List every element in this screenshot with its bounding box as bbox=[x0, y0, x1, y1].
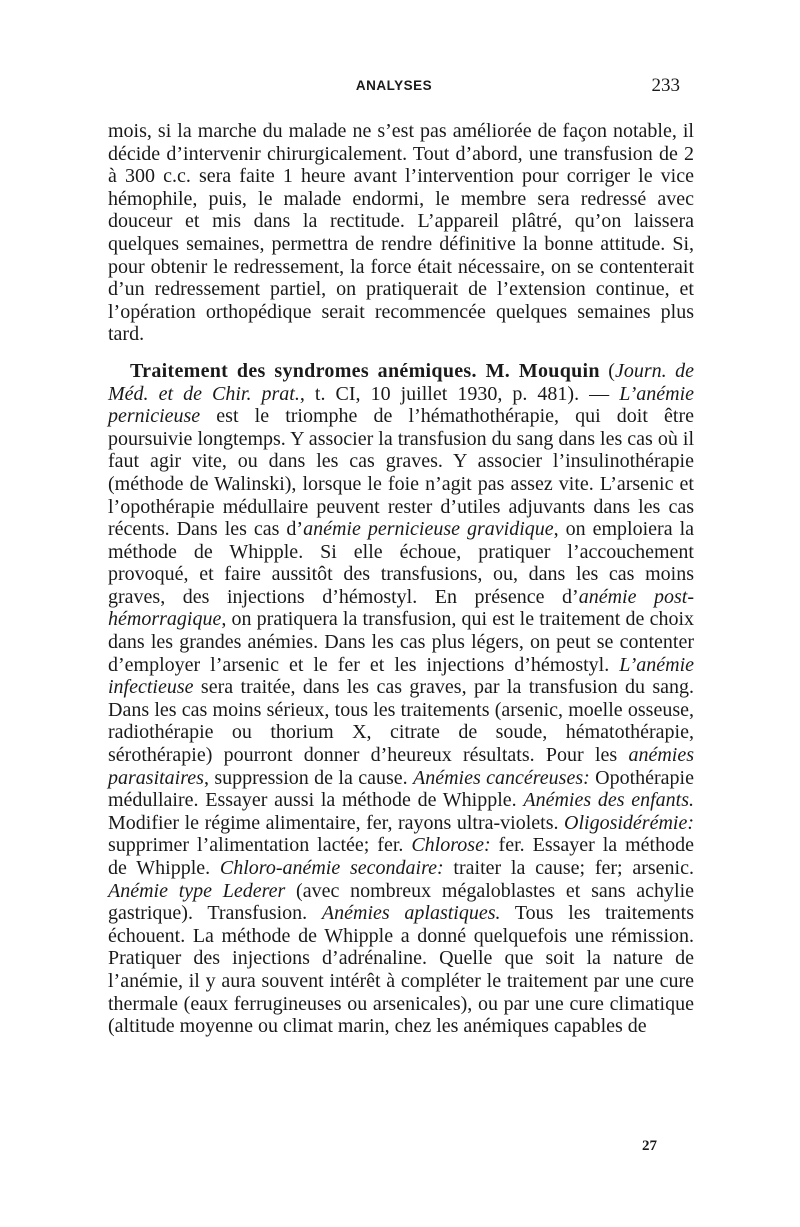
text-run: Opothérapie médullaire. Essayer aussi la méthode de Whipple. bbox=[108, 766, 694, 812]
signature-mark: 27 bbox=[642, 1138, 657, 1154]
page-body bbox=[108, 120, 694, 1038]
italic-run: L’anémie infectieuse bbox=[108, 653, 694, 699]
text-run: , suppression de la cause. bbox=[203, 766, 413, 789]
paragraph-article bbox=[108, 360, 694, 1038]
italic-run: Anémies aplastiques. bbox=[321, 902, 501, 925]
text-run: supprimer l’alimentation lactée; fer. bbox=[108, 834, 412, 857]
text-run: ( bbox=[599, 359, 615, 382]
italic-run: anémie post-hémorragique bbox=[108, 585, 694, 631]
text-run: est le triomphe de l’hémathothérapie, qui doit être poursuivie longtemps. Y associer la transfusion du sang dans les cas où il faut agir vite, ou dans les cas graves. Y associer l’insulinothérapie (méthode de Walinski), lorsque le foie n’agit pas assez vite. L’arsenic et l’opothérapie médullaire peuvent rester d’utiles adjuvants dans les cas récents. Dans les cas d’ bbox=[108, 405, 694, 541]
italic-run: Oligosidérémie: bbox=[564, 811, 694, 834]
running-title: ANALYSES bbox=[355, 78, 433, 93]
page-number: 233 bbox=[651, 75, 680, 96]
italic-run: Anémies cancéreuses: bbox=[412, 766, 590, 789]
italic-run: Chloro-anémie secondaire: bbox=[219, 857, 444, 879]
italic-run: anémie pernicieuse gravidique bbox=[303, 518, 554, 541]
text-run: fer. Essayer la méthode de Whipple. bbox=[108, 834, 694, 879]
italic-run: Chlorose: bbox=[411, 834, 491, 857]
text-run: Tous les traitements échouent. La méthode de Whipple a donné quelquefois une rémission. Pratiquer des injections d’adrénaline. Quelle que soit la nature de l’anémie, il y aura souvent intérêt à compléter le traitement par une cure thermale (eaux ferrugineuses ou arsenicales), ou par une cure climatique (altitude moyenne ou climat marin, chez les anémiques capables de bbox=[108, 902, 694, 1038]
text-run: , on emploiera la méthode de Whipple. Si elle échoue, pratiquer l’accouchement provoqué, et faire aussitôt des transfusions, ou, dans les cas moins graves, des injections d’hémostyl. En présence d’ bbox=[108, 518, 694, 608]
article-title: Traitement des syndromes anémiques. M. Mouquin bbox=[130, 359, 600, 382]
text-run: sera traitée, dans les cas graves, par la transfusion du sang. Dans les cas moins sérieux, tous les traitements (arsenic, moelle osseuse, radiothérapie ou thorium X, citrate de soude, hématothérapie, sérothérapie) pourront donner d’heureux résultats. Pour les bbox=[108, 676, 694, 767]
text-run: , t. CI, 10 juillet 1930, p. 481). — bbox=[299, 382, 620, 405]
italic-run: Anémies des enfants. bbox=[523, 789, 695, 812]
text-run: Modifier le régime alimentaire, fer, rayons ultra-violets. bbox=[108, 811, 565, 834]
text-run: (avec nombreux mégaloblastes et sans achylie gastrique). Transfusion. bbox=[108, 879, 695, 925]
italic-run: L’anémie pernicieuse bbox=[108, 382, 694, 428]
italic-run: Anémie type Lederer bbox=[108, 879, 286, 902]
italic-run: Journ. de Méd. et de Chir. prat. bbox=[108, 359, 694, 405]
italic-run: anémies parasitaires bbox=[108, 744, 694, 789]
page-header bbox=[108, 75, 680, 102]
paragraph-continuation: mois, si la marche du malade ne s’est pas améliorée de façon notable, il décide d’intervenir chirurgicalement. Tout d’abord, une transfusion de 2 à 300 c.c. sera faite 1 heure avant l’intervention pour corriger le vice hémophile, puis, le malade endormi, le membre sera redressé avec douceur et mis dans la rectitude. L’appareil plâtré, qu’on laissera quelques semaines, permettra de rendre définitive la bonne attitude. Si, pour obtenir le redressement, la force était nécessaire, on se contenterait d’un redressement partiel, on pratiquerait de l’extension continue, et l’opération orthopédique serait recommencée quelques semaines plus tard. bbox=[108, 120, 694, 346]
text-run: , on pratiquera la transfusion, qui est le traitement de choix dans les grandes anémies. Dans les cas plus légers, on peut se contenter d’employer l’arsenic et le fer et les injections d’hémostyl. bbox=[108, 608, 694, 676]
text-run: traiter la cause; fer; arsenic. bbox=[443, 857, 694, 879]
